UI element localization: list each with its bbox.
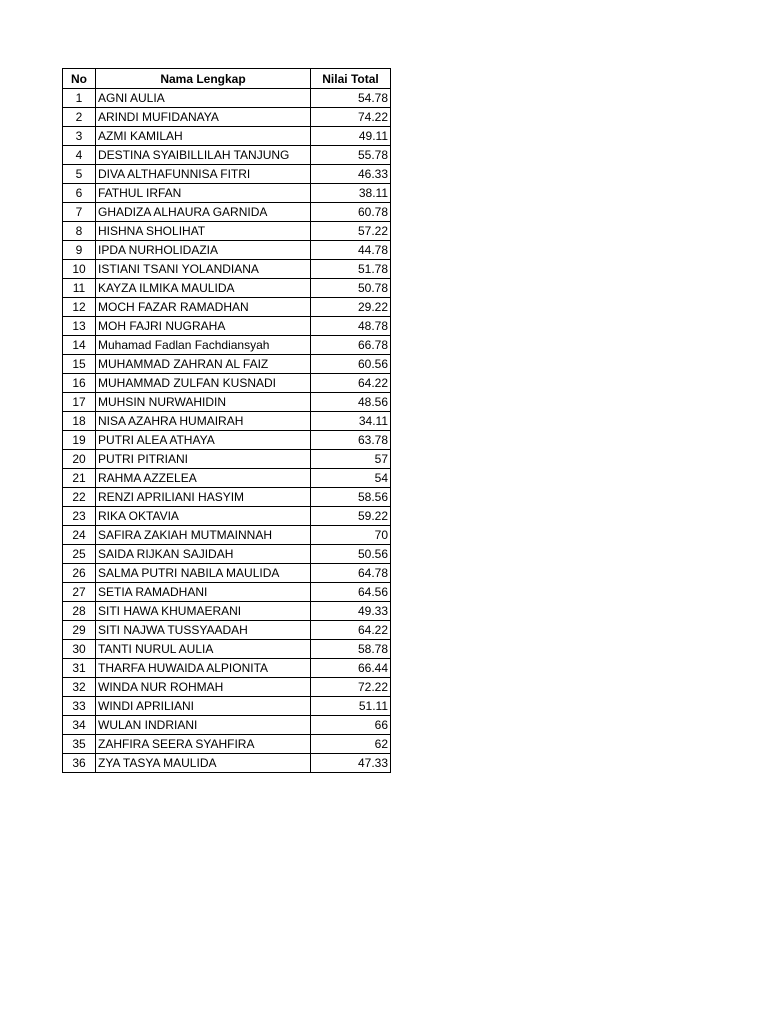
student-name-cell: SAIDA RIJKAN SAJIDAH [96, 545, 311, 564]
student-name-cell: SITI HAWA KHUMAERANI [96, 602, 311, 621]
row-number-cell: 14 [63, 336, 96, 355]
header-name: Nama Lengkap [96, 69, 311, 89]
student-name-cell: RAHMA AZZELEA [96, 469, 311, 488]
header-total: Nilai Total [311, 69, 391, 89]
student-name-cell: MUHSIN NURWAHIDIN [96, 393, 311, 412]
total-score-cell: 44.78 [311, 241, 391, 260]
table-row [63, 393, 391, 412]
table-row [63, 735, 391, 754]
student-name-cell: MOCH FAZAR RAMADHAN [96, 298, 311, 317]
total-score-cell: 54.78 [311, 89, 391, 108]
student-name-cell: Muhamad Fadlan Fachdiansyah [96, 336, 311, 355]
table-row [63, 469, 391, 488]
student-name-cell: ZYA TASYA MAULIDA [96, 754, 311, 773]
total-score-cell: 63.78 [311, 431, 391, 450]
row-number-cell: 8 [63, 222, 96, 241]
total-score-cell: 64.22 [311, 621, 391, 640]
student-name-cell: SALMA PUTRI NABILA MAULIDA [96, 564, 311, 583]
student-name-cell: RIKA OKTAVIA [96, 507, 311, 526]
row-number-cell: 22 [63, 488, 96, 507]
row-number-cell: 9 [63, 241, 96, 260]
student-name-cell: IPDA NURHOLIDAZIA [96, 241, 311, 260]
student-name-cell: SITI NAJWA TUSSYAADAH [96, 621, 311, 640]
row-number-cell: 21 [63, 469, 96, 488]
total-score-cell: 66.44 [311, 659, 391, 678]
table-row [63, 184, 391, 203]
student-name-cell: MUHAMMAD ZULFAN KUSNADI [96, 374, 311, 393]
table-row [63, 355, 391, 374]
student-name-cell: ZAHFIRA SEERA SYAHFIRA [96, 735, 311, 754]
row-number-cell: 4 [63, 146, 96, 165]
row-number-cell: 26 [63, 564, 96, 583]
student-name-cell: DIVA ALTHAFUNNISA FITRI [96, 165, 311, 184]
student-name-cell: AZMI KAMILAH [96, 127, 311, 146]
student-name-cell: MUHAMMAD ZAHRAN AL FAIZ [96, 355, 311, 374]
table-row [63, 678, 391, 697]
table-row [63, 317, 391, 336]
student-name-cell: ISTIANI TSANI YOLANDIANA [96, 260, 311, 279]
total-score-cell: 49.11 [311, 127, 391, 146]
row-number-cell: 36 [63, 754, 96, 773]
table-row [63, 488, 391, 507]
student-name-cell: ARINDI MUFIDANAYA [96, 108, 311, 127]
table-row [63, 526, 391, 545]
row-number-cell: 32 [63, 678, 96, 697]
row-number-cell: 16 [63, 374, 96, 393]
row-number-cell: 13 [63, 317, 96, 336]
row-number-cell: 1 [63, 89, 96, 108]
table-row [63, 450, 391, 469]
total-score-cell: 48.78 [311, 317, 391, 336]
student-name-cell: HISHNA SHOLIHAT [96, 222, 311, 241]
student-name-cell: GHADIZA ALHAURA GARNIDA [96, 203, 311, 222]
total-score-cell: 55.78 [311, 146, 391, 165]
table-row [63, 754, 391, 773]
total-score-cell: 47.33 [311, 754, 391, 773]
total-score-cell: 66 [311, 716, 391, 735]
row-number-cell: 15 [63, 355, 96, 374]
table-row [63, 507, 391, 526]
total-score-cell: 34.11 [311, 412, 391, 431]
row-number-cell: 31 [63, 659, 96, 678]
row-number-cell: 35 [63, 735, 96, 754]
total-score-cell: 54 [311, 469, 391, 488]
row-number-cell: 18 [63, 412, 96, 431]
table-header [63, 69, 391, 89]
total-score-cell: 29.22 [311, 298, 391, 317]
total-score-cell: 38.11 [311, 184, 391, 203]
row-number-cell: 23 [63, 507, 96, 526]
total-score-cell: 46.33 [311, 165, 391, 184]
total-score-cell: 49.33 [311, 602, 391, 621]
total-score-cell: 58.78 [311, 640, 391, 659]
total-score-cell: 57.22 [311, 222, 391, 241]
total-score-cell: 60.78 [311, 203, 391, 222]
row-number-cell: 28 [63, 602, 96, 621]
row-number-cell: 2 [63, 108, 96, 127]
student-name-cell: SAFIRA ZAKIAH MUTMAINNAH [96, 526, 311, 545]
header-no: No [63, 69, 96, 89]
total-score-cell: 60.56 [311, 355, 391, 374]
total-score-cell: 72.22 [311, 678, 391, 697]
total-score-cell: 51.11 [311, 697, 391, 716]
total-score-cell: 48.56 [311, 393, 391, 412]
row-number-cell: 33 [63, 697, 96, 716]
student-name-cell: WULAN INDRIANI [96, 716, 311, 735]
table-row [63, 165, 391, 184]
total-score-cell: 74.22 [311, 108, 391, 127]
table-body [63, 89, 391, 773]
student-name-cell: SETIA RAMADHANI [96, 583, 311, 602]
row-number-cell: 29 [63, 621, 96, 640]
row-number-cell: 30 [63, 640, 96, 659]
total-score-cell: 70 [311, 526, 391, 545]
row-number-cell: 6 [63, 184, 96, 203]
table-row [63, 222, 391, 241]
total-score-cell: 62 [311, 735, 391, 754]
row-number-cell: 11 [63, 279, 96, 298]
student-name-cell: RENZI APRILIANI HASYIM [96, 488, 311, 507]
table-row [63, 431, 391, 450]
row-number-cell: 25 [63, 545, 96, 564]
total-score-cell: 64.56 [311, 583, 391, 602]
student-name-cell: AGNI AULIA [96, 89, 311, 108]
row-number-cell: 10 [63, 260, 96, 279]
table-row [63, 298, 391, 317]
total-score-cell: 51.78 [311, 260, 391, 279]
score-table [62, 68, 391, 773]
table-row [63, 621, 391, 640]
total-score-cell: 50.56 [311, 545, 391, 564]
student-name-cell: PUTRI PITRIANI [96, 450, 311, 469]
student-name-cell: PUTRI ALEA ATHAYA [96, 431, 311, 450]
table-row [63, 640, 391, 659]
student-name-cell: KAYZA ILMIKA MAULIDA [96, 279, 311, 298]
student-name-cell: TANTI NURUL AULIA [96, 640, 311, 659]
student-name-cell: THARFA HUWAIDA ALPIONITA [96, 659, 311, 678]
student-name-cell: WINDA NUR ROHMAH [96, 678, 311, 697]
header-row [63, 69, 391, 89]
student-name-cell: MOH FAJRI NUGRAHA [96, 317, 311, 336]
table-row [63, 697, 391, 716]
row-number-cell: 17 [63, 393, 96, 412]
table-row [63, 716, 391, 735]
total-score-cell: 58.56 [311, 488, 391, 507]
table-row [63, 374, 391, 393]
total-score-cell: 64.22 [311, 374, 391, 393]
table-row [63, 583, 391, 602]
total-score-cell: 64.78 [311, 564, 391, 583]
row-number-cell: 7 [63, 203, 96, 222]
student-name-cell: FATHUL IRFAN [96, 184, 311, 203]
row-number-cell: 20 [63, 450, 96, 469]
row-number-cell: 27 [63, 583, 96, 602]
row-number-cell: 24 [63, 526, 96, 545]
row-number-cell: 34 [63, 716, 96, 735]
student-name-cell: WINDI APRILIANI [96, 697, 311, 716]
table-row [63, 108, 391, 127]
table-row [63, 564, 391, 583]
row-number-cell: 12 [63, 298, 96, 317]
table-row [63, 260, 391, 279]
total-score-cell: 66.78 [311, 336, 391, 355]
table-row [63, 336, 391, 355]
student-name-cell: DESTINA SYAIBILLILAH TANJUNG [96, 146, 311, 165]
table-row [63, 146, 391, 165]
table-row [63, 602, 391, 621]
table-row [63, 203, 391, 222]
table-row [63, 659, 391, 678]
table-row [63, 241, 391, 260]
total-score-cell: 50.78 [311, 279, 391, 298]
row-number-cell: 5 [63, 165, 96, 184]
total-score-cell: 59.22 [311, 507, 391, 526]
total-score-cell: 57 [311, 450, 391, 469]
student-name-cell: NISA AZAHRA HUMAIRAH [96, 412, 311, 431]
table-row [63, 412, 391, 431]
table-row [63, 127, 391, 146]
row-number-cell: 19 [63, 431, 96, 450]
table-row [63, 545, 391, 564]
row-number-cell: 3 [63, 127, 96, 146]
table-row [63, 89, 391, 108]
table-row [63, 279, 391, 298]
